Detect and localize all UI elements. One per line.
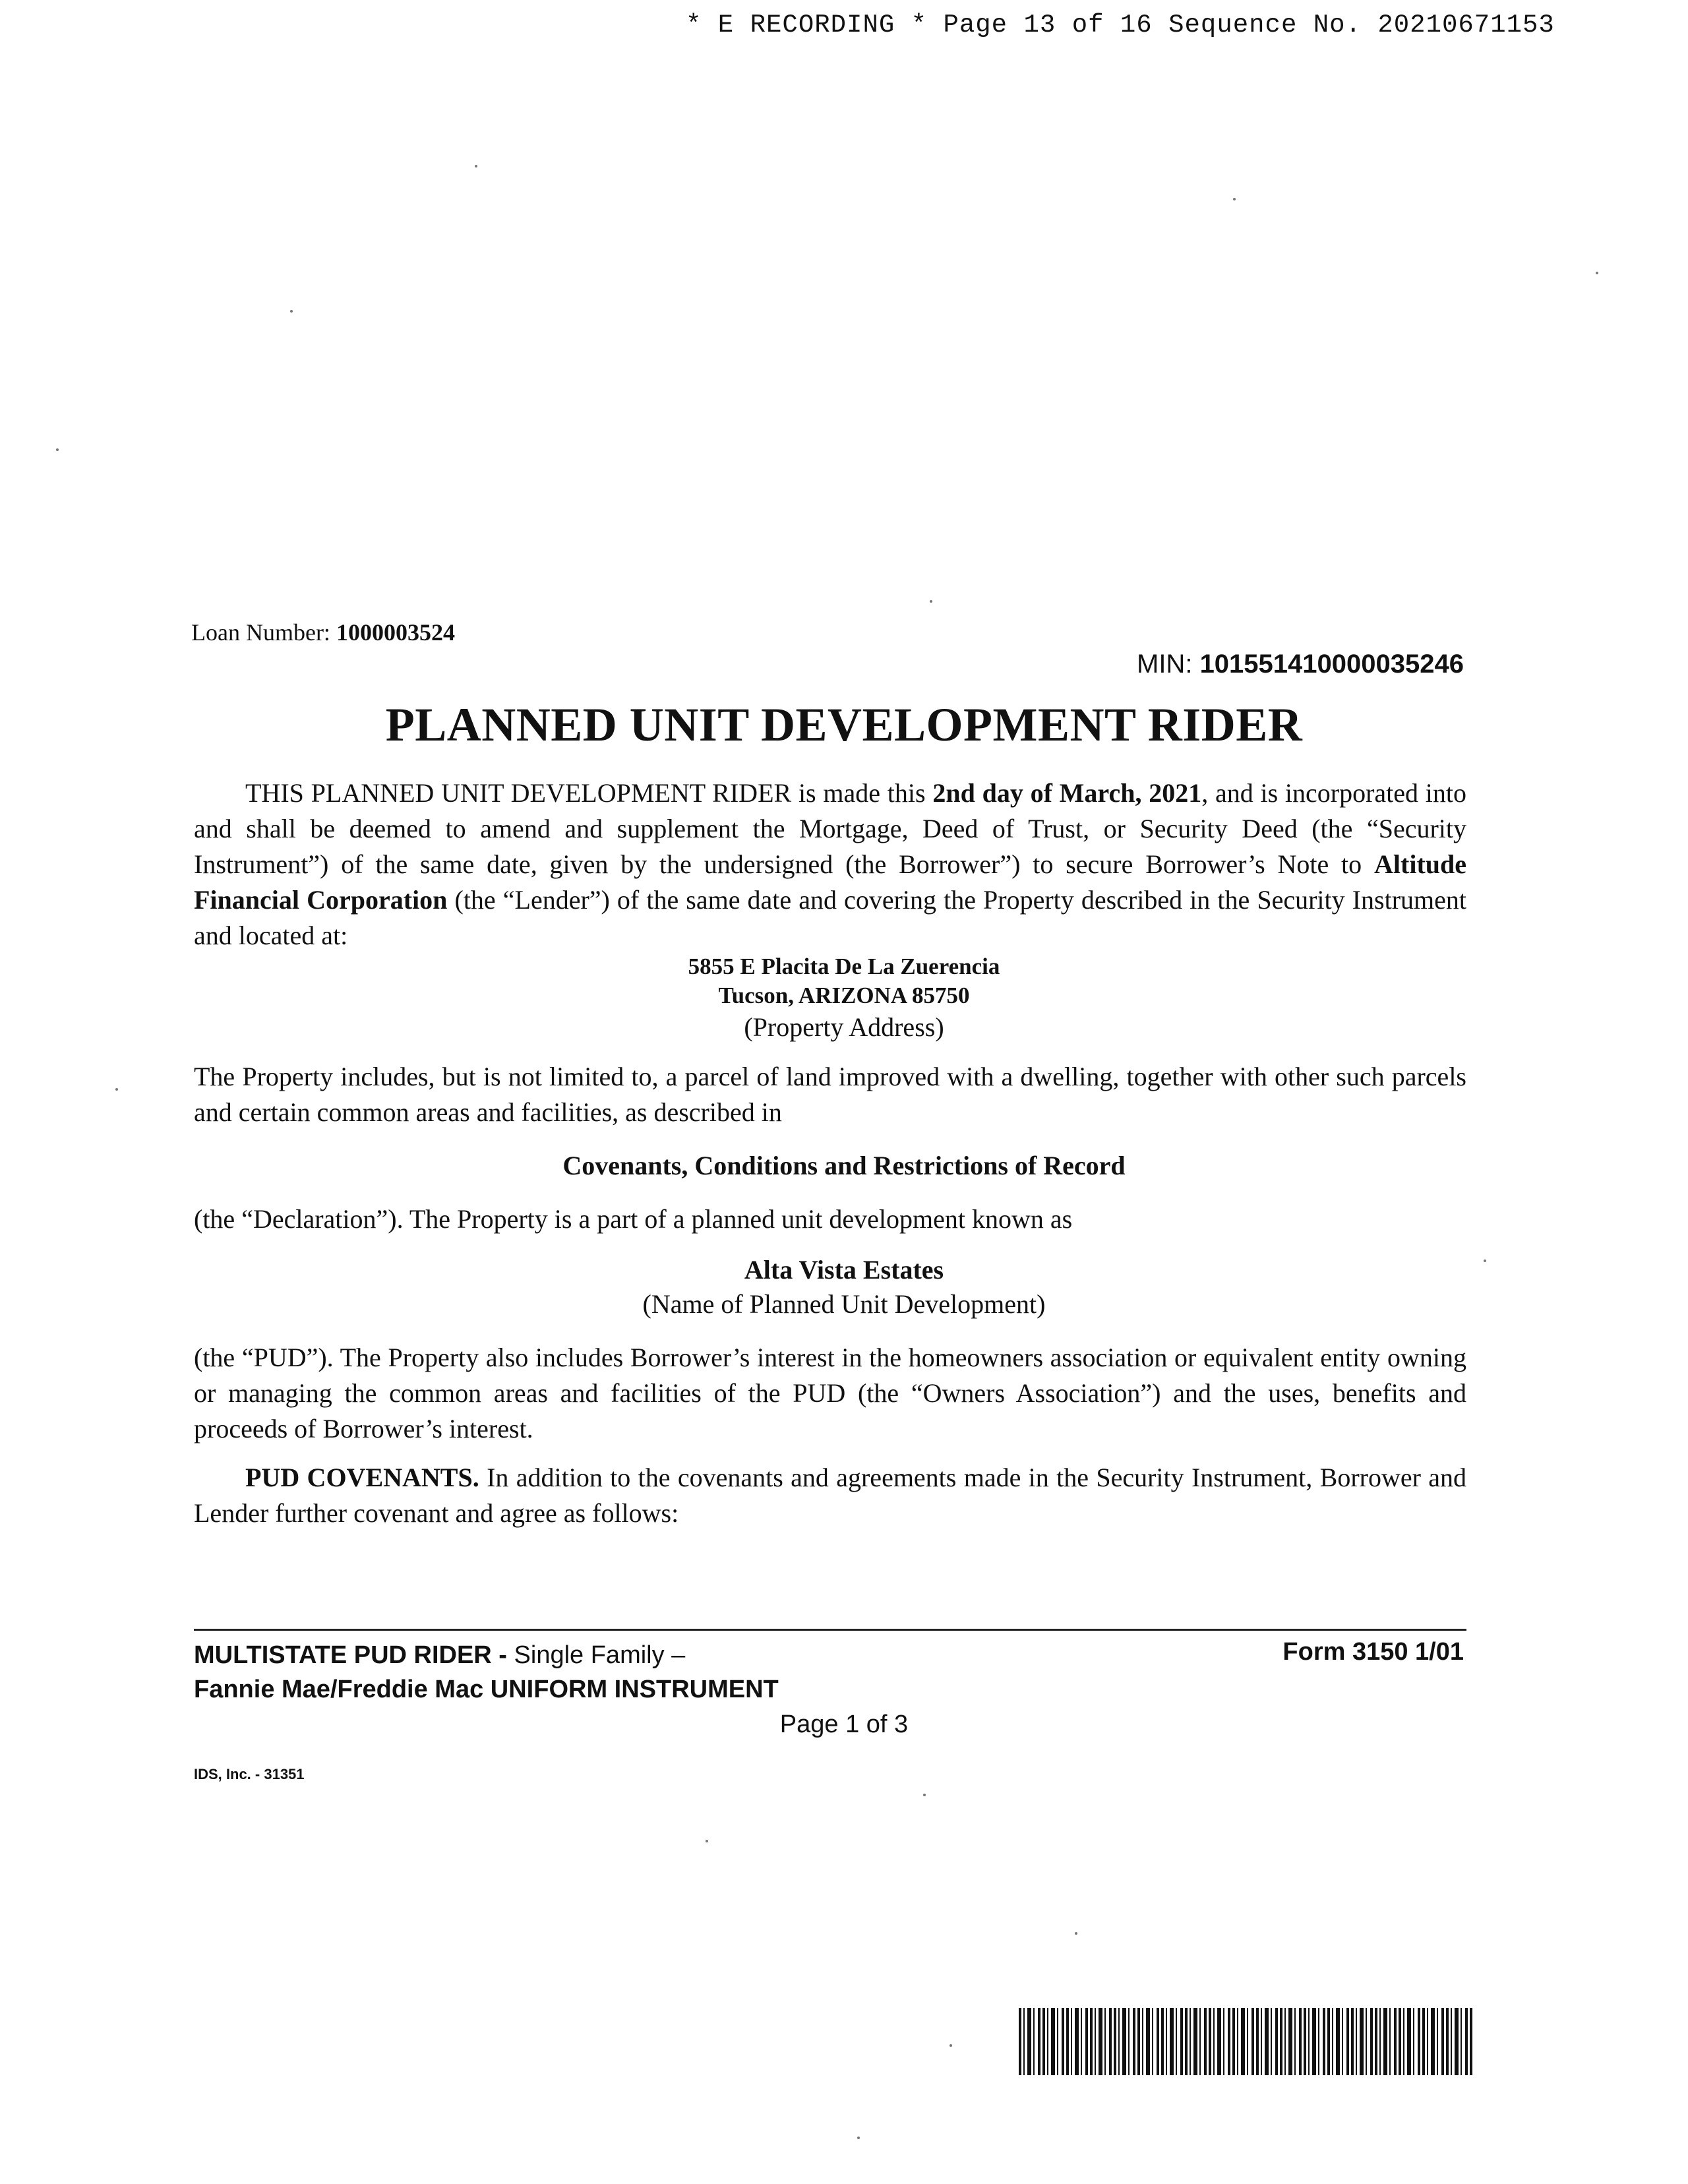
scan-speck <box>950 2044 952 2047</box>
loan-number-label: Loan Number: <box>191 619 330 646</box>
property-includes-paragraph: The Property includes, but is not limited to, a parcel of land improved with a dwelling, together with other such parcels and certain common areas and facilities, as described in <box>194 1062 1466 1127</box>
covenants-text: In addition to the covenants and agreements made in the Security Instrument, Borrower and Lender further covenant and agree as follows: <box>194 1463 1467 1528</box>
footer-form-number: Form 3150 1/01 <box>1282 1638 1464 1666</box>
pud-name-caption: (Name of Planned Unit Development) <box>642 1289 1046 1319</box>
loan-number-line <box>191 619 455 646</box>
footer-form-name <box>194 1638 779 1707</box>
scan-speck <box>857 2137 860 2139</box>
scan-speck <box>706 1840 708 1842</box>
scan-speck <box>290 310 293 313</box>
intro-paragraph <box>194 775 1466 954</box>
covenants-paragraph <box>194 1460 1466 1531</box>
declaration-title: Covenants, Conditions and Restrictions of Record <box>562 1151 1126 1180</box>
scan-speck <box>1596 272 1598 274</box>
loan-number-value: 1000003524 <box>336 619 455 646</box>
min-value: 101551410000035246 <box>1199 650 1464 679</box>
pud-name-block <box>0 1253 1688 1321</box>
rider-date: 2nd day of March, 2021 <box>932 778 1202 808</box>
pud-paragraph: (the “PUD”). The Property also includes Borrower’s interest in the homeowners association or equivalent entity owning or managing the common areas and facilities of the PUD (the “Owners Association”) and the uses, benefits and proceeds of Borrower’s interest. <box>194 1343 1466 1443</box>
scan-speck <box>1075 1932 1077 1935</box>
lender-name: Altitude Financial Corporation <box>194 849 1467 915</box>
footer-ids-code: IDS, Inc. - 31351 <box>194 1766 305 1782</box>
footer-form-name-rest: Single Family – <box>514 1641 686 1669</box>
property-address-line2: Tucson, ARIZONA 85750 <box>718 983 970 1008</box>
recording-stamp: * E RECORDING * Page 13 of 16 Sequence No. 20210671153 <box>686 11 1555 40</box>
min-label: MIN: <box>1137 650 1193 679</box>
footer-form-name-bold: MULTISTATE PUD RIDER - <box>194 1641 507 1669</box>
scan-speck <box>1233 198 1236 200</box>
scan-speck <box>115 1088 118 1091</box>
scan-speck <box>1484 1259 1486 1262</box>
scan-speck <box>930 600 932 603</box>
scan-speck <box>56 448 59 451</box>
intro-part3: (the “Lender”) of the same date and covering the Property described in the Security Instrument and located at: <box>194 885 1466 950</box>
footer-form-line2: Fannie Mae/Freddie Mac UNIFORM INSTRUMENT <box>194 1676 779 1703</box>
barcode <box>1019 2008 1474 2075</box>
min-line <box>1137 650 1464 679</box>
property-address-block <box>0 952 1688 1045</box>
property-address-caption: (Property Address) <box>744 1012 944 1042</box>
intro-part1: THIS PLANNED UNIT DEVELOPMENT RIDER is made this <box>245 778 926 808</box>
declaration-paragraph: (the “Declaration”). The Property is a part of a planned unit development known as <box>194 1204 1073 1234</box>
scan-speck <box>923 1794 926 1796</box>
intro-part2: , and is incorporated into and shall be deemed to amend and supplement the Mortgage, Deed of Trust, or Security Deed (the “Security Instrument”) of the same date, given by the undersigned (the Borrower”) to secure Borrower’s Note to <box>194 778 1467 879</box>
covenants-heading: PUD COVENANTS. <box>245 1463 479 1492</box>
scan-speck <box>475 165 477 167</box>
pud-name: Alta Vista Estates <box>744 1255 944 1285</box>
property-address-line1: 5855 E Placita De La Zuerencia <box>688 954 1000 979</box>
document-title: PLANNED UNIT DEVELOPMENT RIDER <box>385 698 1303 751</box>
footer-page-number: Page 1 of 3 <box>779 1711 909 1738</box>
footer-divider <box>194 1629 1466 1631</box>
